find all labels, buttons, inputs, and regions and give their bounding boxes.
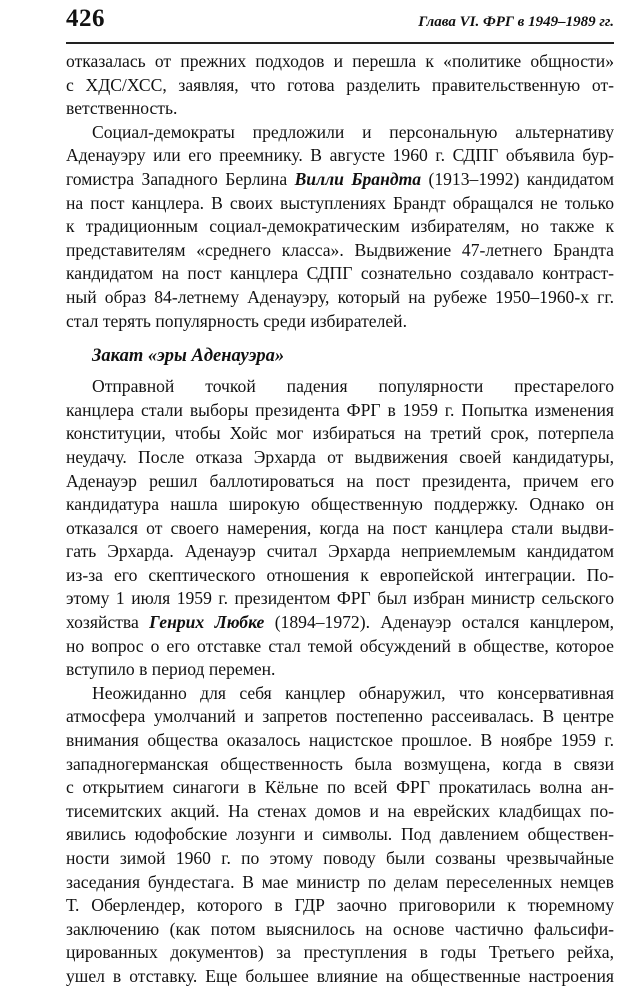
text-line: тисемитских акций. На стенах домов и на еврейских кладбищах по- [66, 800, 614, 821]
text-run: хозяйства [66, 612, 150, 633]
text-line [66, 168, 614, 192]
paragraph-3 [66, 375, 614, 682]
text-line: явились юдофобские лозунги и символы. Под давлением обществен- [66, 824, 614, 845]
text-run: (1913–1992) кандидатом [421, 168, 614, 189]
text-line: представителям «среднего класса». Выдвижение 47-летнего Брандта [66, 239, 614, 260]
text-line: но вопрос о его отставке стал темой обсуждений в обществе, которое [66, 635, 614, 656]
text-line: неудачу. После отказа Эрхарда от выдвижения своей кандидатуры, [66, 446, 614, 467]
text-line: к традиционным социал-демократическим избирателям, но также к [66, 216, 614, 237]
text-line: атмосфера умолчаний и запретов постепенно рассеивалась. В центре [66, 706, 614, 727]
text-line: Неожиданно для себя канцлер обнаружил, что консервативная [92, 682, 614, 703]
text-line: стал терять популярность среди избирателей. [66, 310, 407, 331]
text-line: кандидатом на пост канцлера СДПГ сознательно создавало контраст- [66, 263, 614, 284]
text-line: конституции, чтобы Хойс мог избираться на третий срок, потерпела [66, 423, 614, 444]
text-line: канцлера стали выборы президента ФРГ в 1959 г. Попытка изменения [66, 399, 614, 420]
paragraph-1 [66, 50, 614, 121]
text-line: отказалась от прежних подходов и перешла к «политике общности» [66, 51, 614, 71]
text-line [66, 611, 614, 635]
text-line: Аденауэру или его преемнику. В августе 1960 г. СДПГ объявила бур- [66, 145, 614, 166]
text-line: заключению (как потом выяснилось на основе частично фальсифи- [66, 918, 614, 939]
paragraph-4 [66, 682, 614, 989]
person-name-brandt: Вилли Брандта [294, 168, 422, 189]
text-line: Т. Оберлендер, которого в ГДР заочно приговорили к тюремному [66, 895, 614, 916]
text-line: западногерманская общественность была возмущена, когда в связи [66, 753, 614, 774]
text-line: из-за его скептического отношения к европейской интеграции. По- [66, 564, 614, 585]
text-run: (1894–1972). Аденауэр остался канцлером, [264, 612, 615, 633]
running-head: Глава VI. ФРГ в 1949–1989 гг. [418, 14, 614, 30]
text-line: ный образ 84-летнему Аденауэру, который на рубеже 1950–1960-х гг. [66, 286, 614, 307]
text-line: цированных документов) за преступления в годы Третьего рейха, [66, 942, 614, 963]
text-line: вступило в период перемен. [66, 659, 276, 680]
section-subheading: Закат «эры Аденауэра» [92, 346, 285, 367]
text-line: Социал-демократы предложили и персональную альтернативу [92, 121, 614, 142]
text-line: Отправной точкой падения популярности престарелого [92, 376, 614, 397]
text-line: кандидатура нашла широкую общественную поддержку. Однако он [66, 494, 614, 515]
text-line: внимания общества оказалось нацистское прошлое. В ноябре 1959 г. [66, 730, 614, 751]
text-line: на пост канцлера. В своих выступлениях Брандт обращался не только [66, 192, 614, 213]
body-text [66, 50, 614, 989]
text-line: гать Эрхарда. Аденауэр считал Эрхарда неприемлемым кандидатом [66, 541, 614, 562]
text-line: отказался от своего намерения, когда на пост канцлера стали выдви- [66, 517, 614, 538]
text-line: заседания бундестага. В мае министр по делам переселенных немцев [66, 871, 614, 892]
text-line: ветственность. [66, 98, 178, 119]
page-header [66, 4, 614, 44]
text-line: ушел в отставку. Еще большее влияние на общественные настроения [66, 965, 614, 986]
paragraph-2 [66, 121, 614, 333]
text-run: гомистра Западного Берлина [66, 168, 295, 189]
text-line: с открытием синагоги в Кёльне по всей ФРГ прокатилась волна ан- [66, 777, 614, 798]
text-line: Аденауэр решил баллотироваться на пост президента, причем его [66, 470, 614, 491]
text-line: ности зимой 1960 г. по этому поводу были созваны чрезвычайные [66, 848, 614, 868]
text-line: с ХДС/ХСС, заявляя, что готова разделить правительственную от- [66, 74, 614, 95]
page-number: 426 [66, 5, 105, 32]
person-name-luebke: Генрих Любке [149, 612, 265, 633]
text-line: этому 1 июля 1959 г. президентом ФРГ был избран министр сельского [66, 588, 614, 609]
